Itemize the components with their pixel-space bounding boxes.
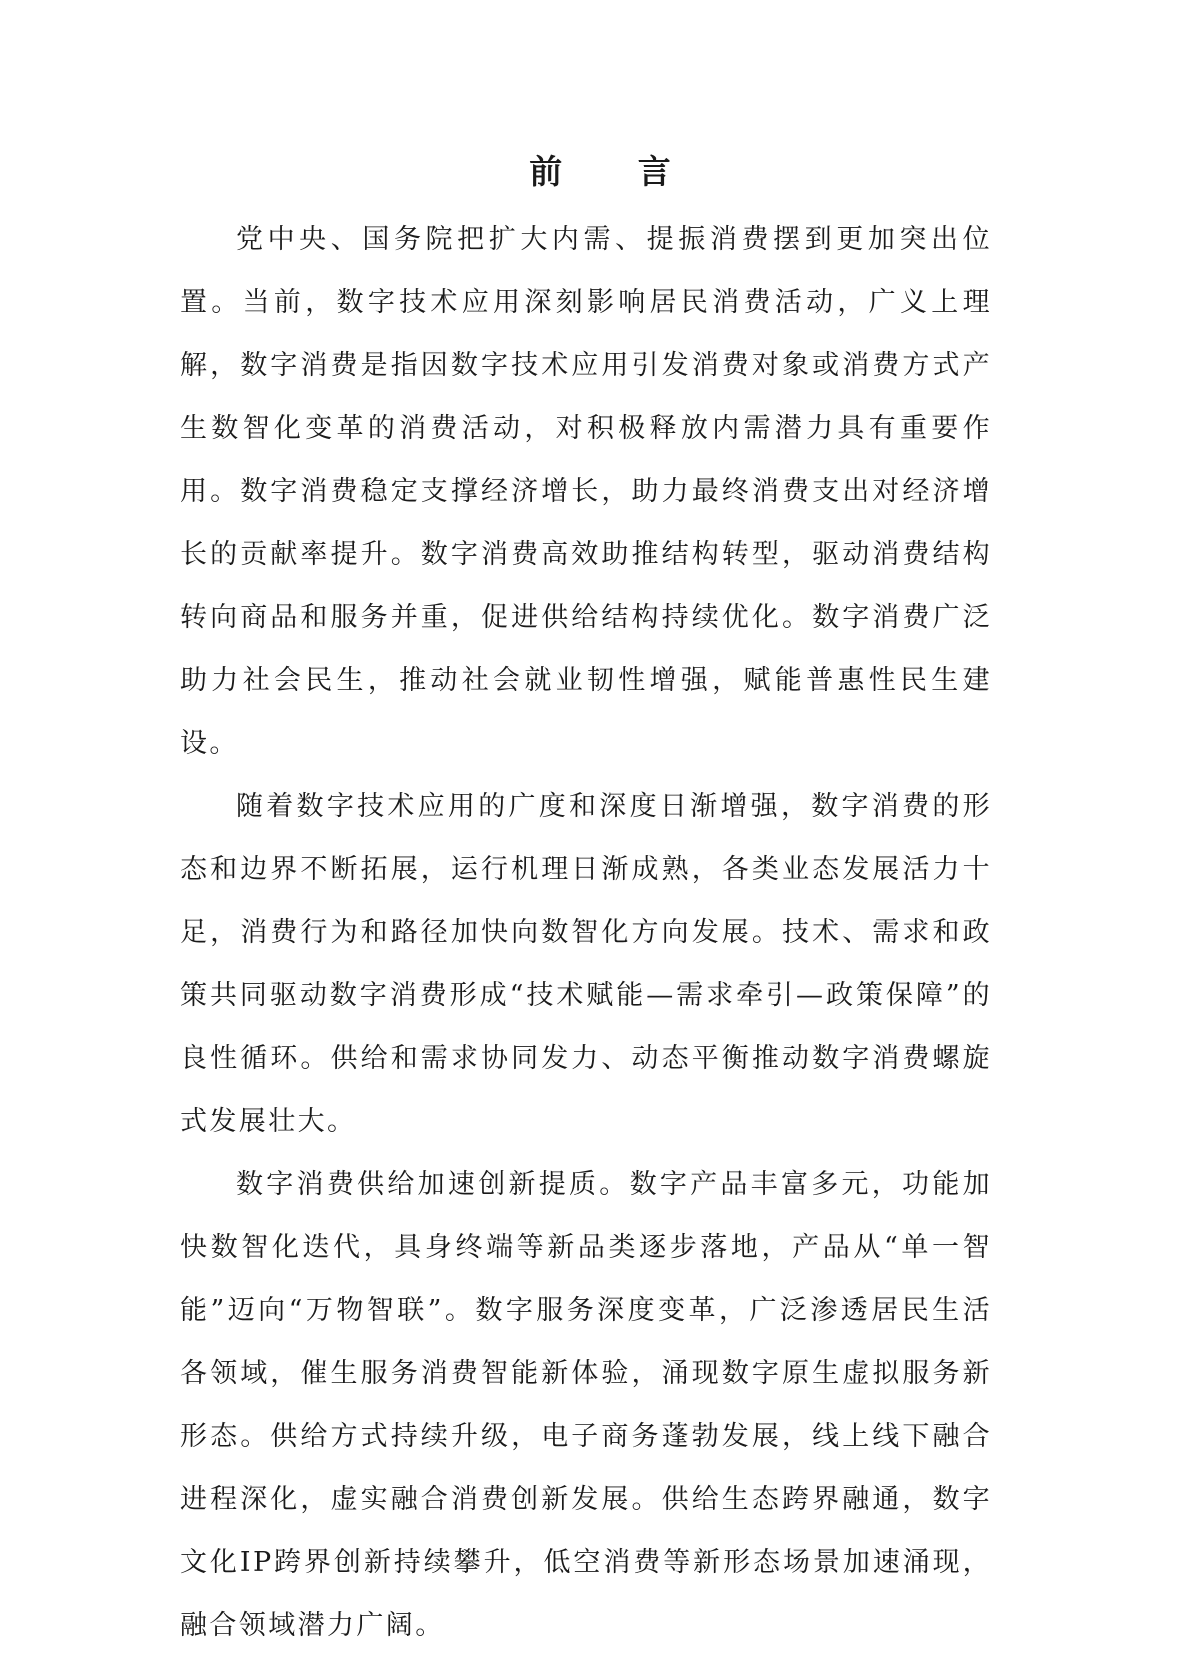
page-title: 前 言 <box>529 152 703 191</box>
paragraph-1: 党中央、国务院把扩大内需、提振消费摆到更加突出位置。当前，数字技术应用深刻影响居民消费活动，广义上理解，数字消费是指因数字技术应用引发消费对象或消费方式产生数智化变革的消费活动，对积极释放内需潜力具有重要作用。数字消费稳定支撑经济增长，助力最终消费支出对经济增长的贡献率提升。数字消费高效助推结构转型，驱动消费结构转向商品和服务并重，促进供给结构持续优化。数字消费广泛助力社会民生，推动社会就业韧性增强，赋能普惠性民生建设。 <box>180 224 992 759</box>
body-text <box>180 208 992 1657</box>
paragraph-2: 随着数字技术应用的广度和深度日渐增强，数字消费的形态和边界不断拓展，运行机理日渐成熟，各类业态发展活力十足，消费行为和路径加快向数智化方向发展。技术、需求和政策共同驱动数字消费形成“技术赋能—需求牵引—政策保障”的良性循环。供给和需求协同发力、动态平衡推动数字消费螺旋式发展壮大。 <box>180 791 992 1137</box>
paragraph-3: 数字消费供给加速创新提质。数字产品丰富多元，功能加快数智化迭代，具身终端等新品类逐步落地，产品从“单一智能”迈向“万物智联”。数字服务深度变革，广泛渗透居民生活各领域，催生服务消费智能新体验，涌现数字原生虚拟服务新形态。供给方式持续升级，电子商务蓬勃发展，线上线下融合进程深化，虚实融合消费创新发展。供给生态跨界融通，数字文化IP跨界创新持续攀升，低空消费等新形态场景加速涌现，融合领域潜力广阔。 <box>180 1169 992 1641</box>
